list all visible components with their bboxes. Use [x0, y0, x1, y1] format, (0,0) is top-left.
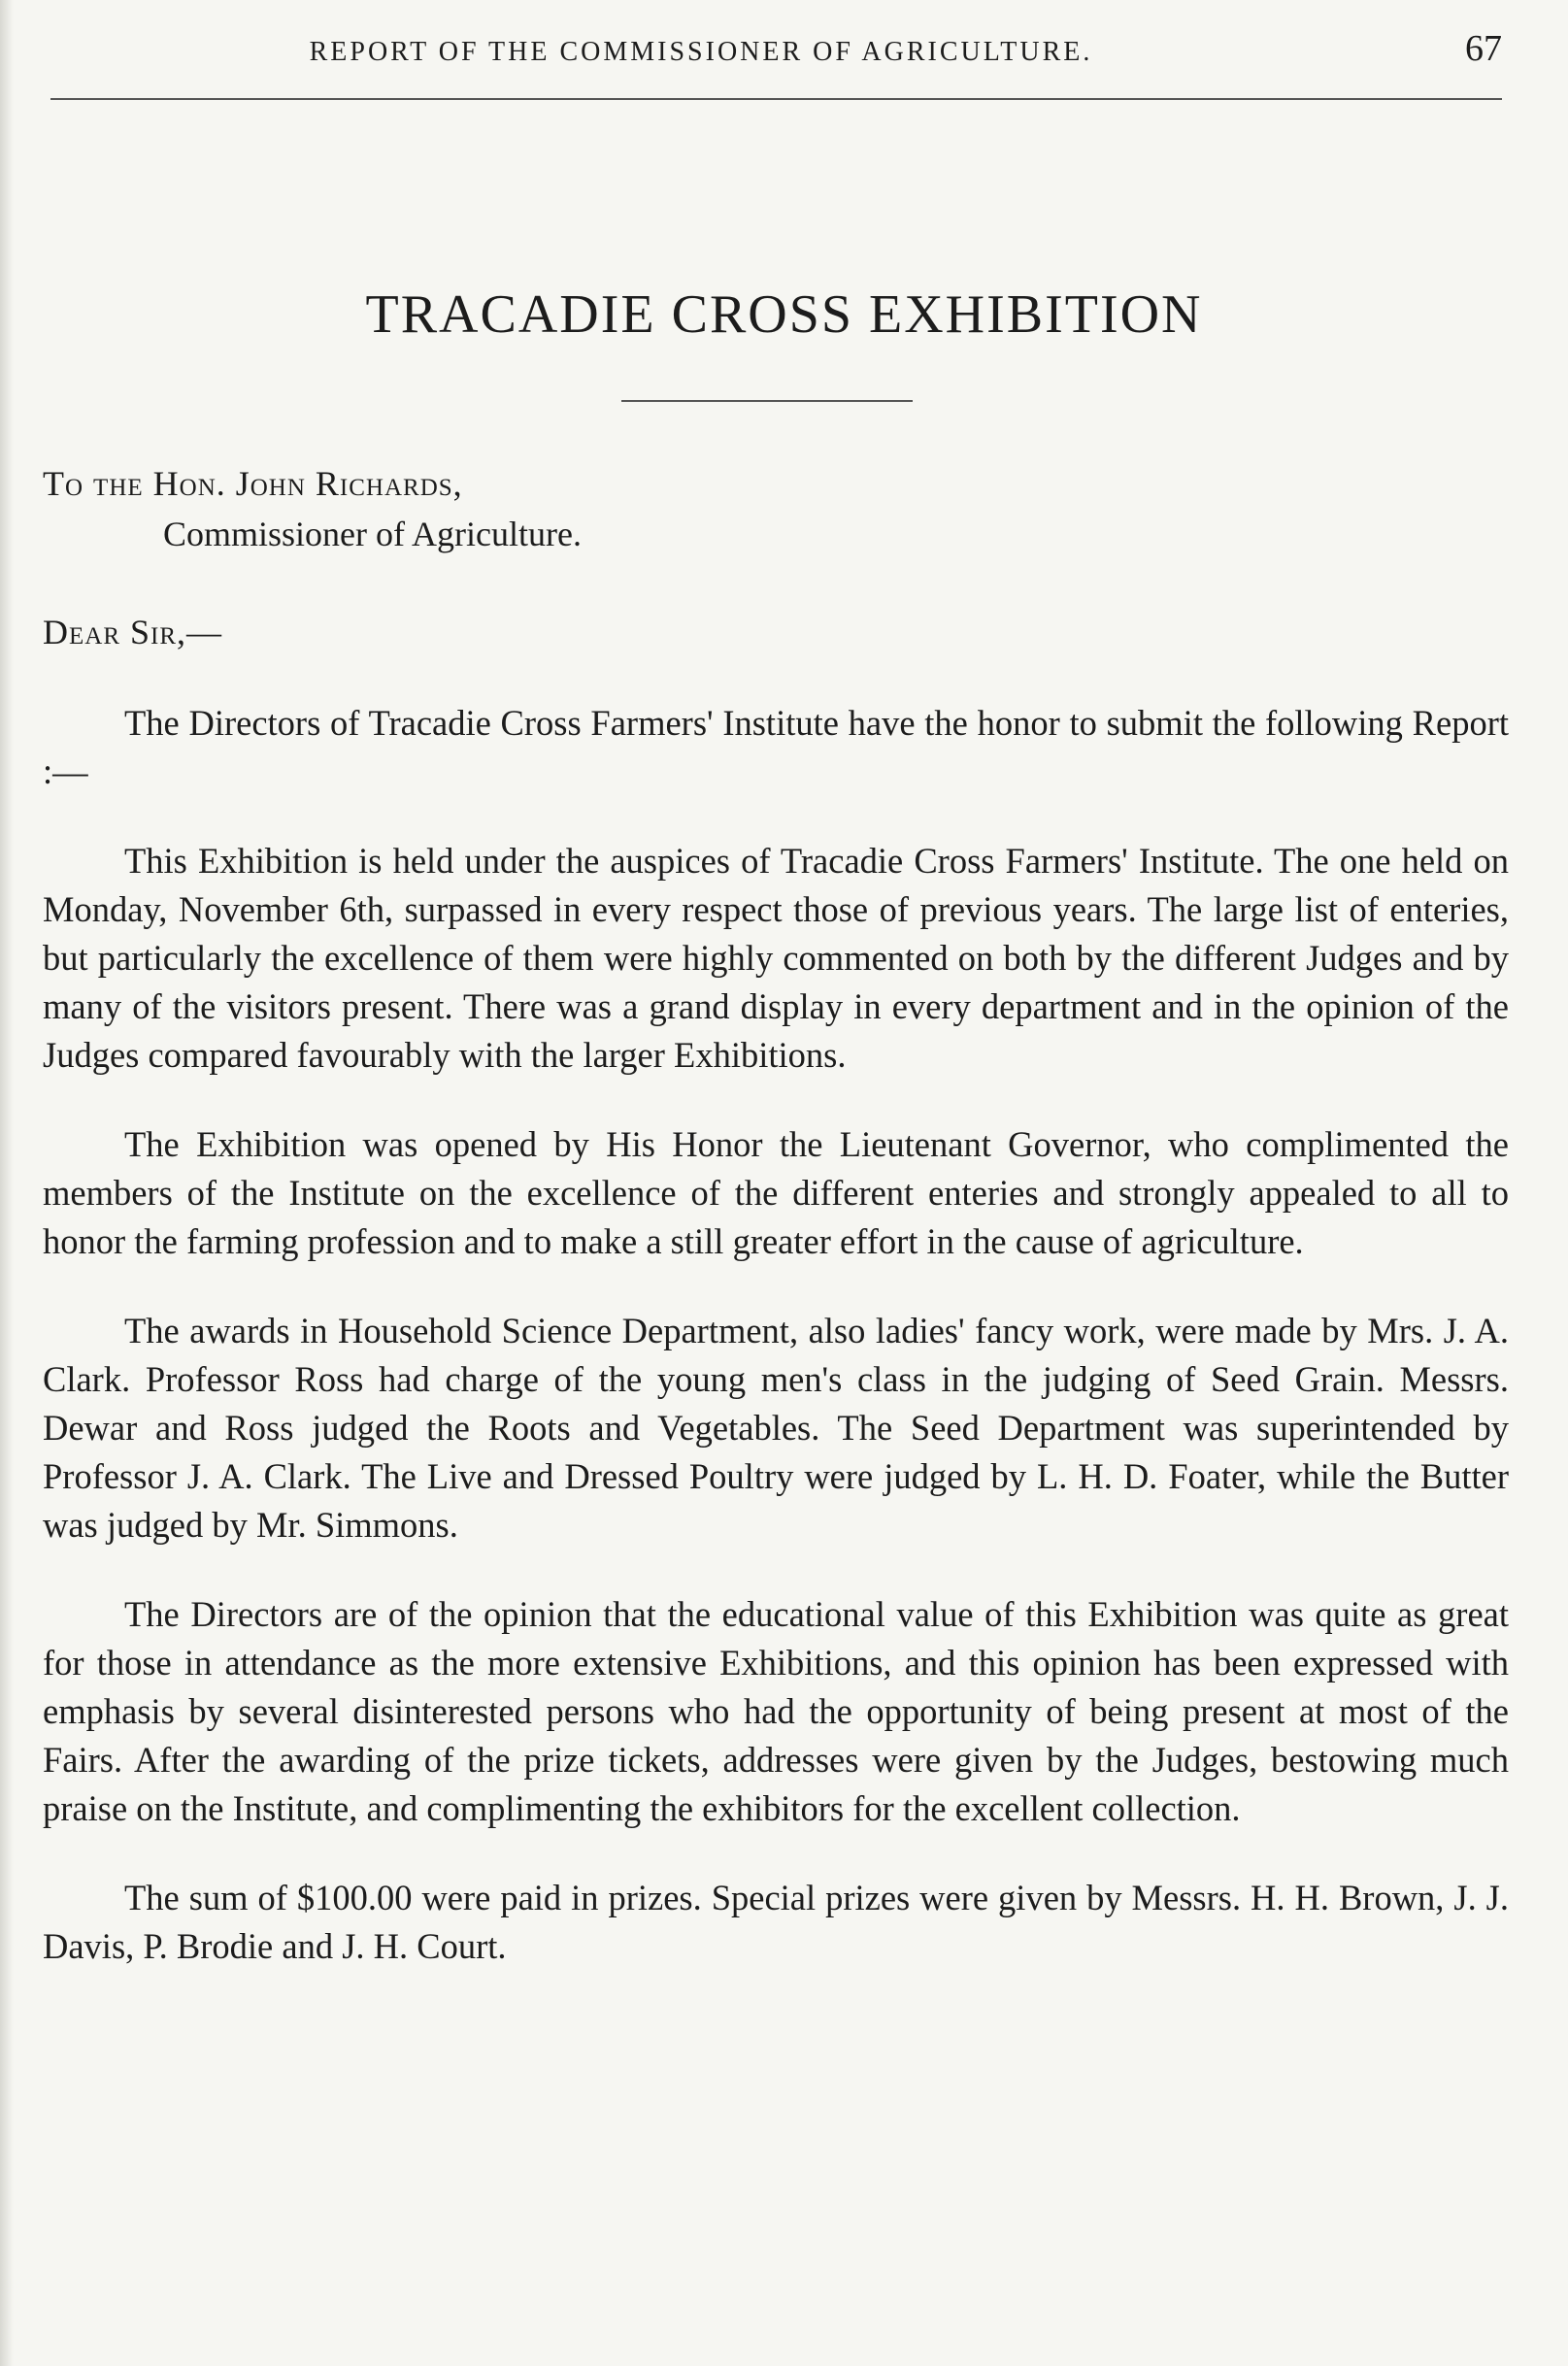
report-body: [43, 699, 1509, 2012]
report-title: TRACADIE CROSS EXHIBITION: [365, 284, 1203, 345]
title-rule: [621, 400, 913, 402]
body-paragraph: The sum of $100.00 were paid in prizes. Special prizes were given by Messrs. H. H. Brown, J. J. Davis, P. Brodie and J. H. Court.: [43, 1878, 1509, 1966]
header-rule: [50, 98, 1502, 100]
body-paragraph: The Directors are of the opinion that the educational value of this Exhibition was quite as great for those in attendance as the more extensive Exhibitions, and this opinion has been expressed with emphasis by several disinterested persons who had the opportunity of being present at most of the Fairs. After the awarding of the prize tickets, addresses were given by the Judges, bestowing much praise on the Institute, and complimenting the exhibitors for the excellent collection.: [43, 1594, 1509, 1828]
addressee-block: [43, 458, 582, 559]
body-paragraph: The Exhibition was opened by His Honor the Lieutenant Governor, who complimented the members of the Institute on the excellence of the different enteries and strongly appealed to all to honor the farming profession and to make a still greater effort in the cause of agriculture.: [43, 1124, 1509, 1261]
body-paragraph: The Directors of Tracadie Cross Farmers' Institute have the honor to submit the following Report :—: [43, 703, 1509, 791]
page-header: [50, 21, 1502, 80]
body-paragraph: This Exhibition is held under the auspices of Tracadie Cross Farmers' Institute. The one held on Monday, November 6th, surpassed in every respect those of previous years. The large list of enteries, but particularly the excellence of them were highly commented on both by the different Judges and by many of the visitors present. There was a grand display in every department and in the opinion of the Judges compared favourably with the larger Exhibitions.: [43, 841, 1509, 1075]
body-paragraph: The awards in Household Science Department, also ladies' fancy work, were made by Mrs. J. A. Clark. Professor Ross had charge of the young men's class in the judging of Seed Grain. Messrs. Dewar and Ross judged the Roots and Vegetables. The Seed Department was superintended by Professor J. A. Clark. The Live and Dressed Poultry were judged by L. H. D. Foater, while the Butter was judged by Mr. Simmons.: [43, 1311, 1509, 1545]
page-number: 67: [1465, 28, 1502, 69]
salutation: Dear Sir,—: [43, 613, 223, 651]
addressee-name: To the Hon. John Richards,: [43, 464, 463, 503]
addressee-title: Commissioner of Agriculture.: [163, 515, 582, 553]
page-edge-shadow: [0, 0, 14, 2366]
running-head: REPORT OF THE COMMISSIONER OF AGRICULTURE.: [309, 37, 1093, 67]
